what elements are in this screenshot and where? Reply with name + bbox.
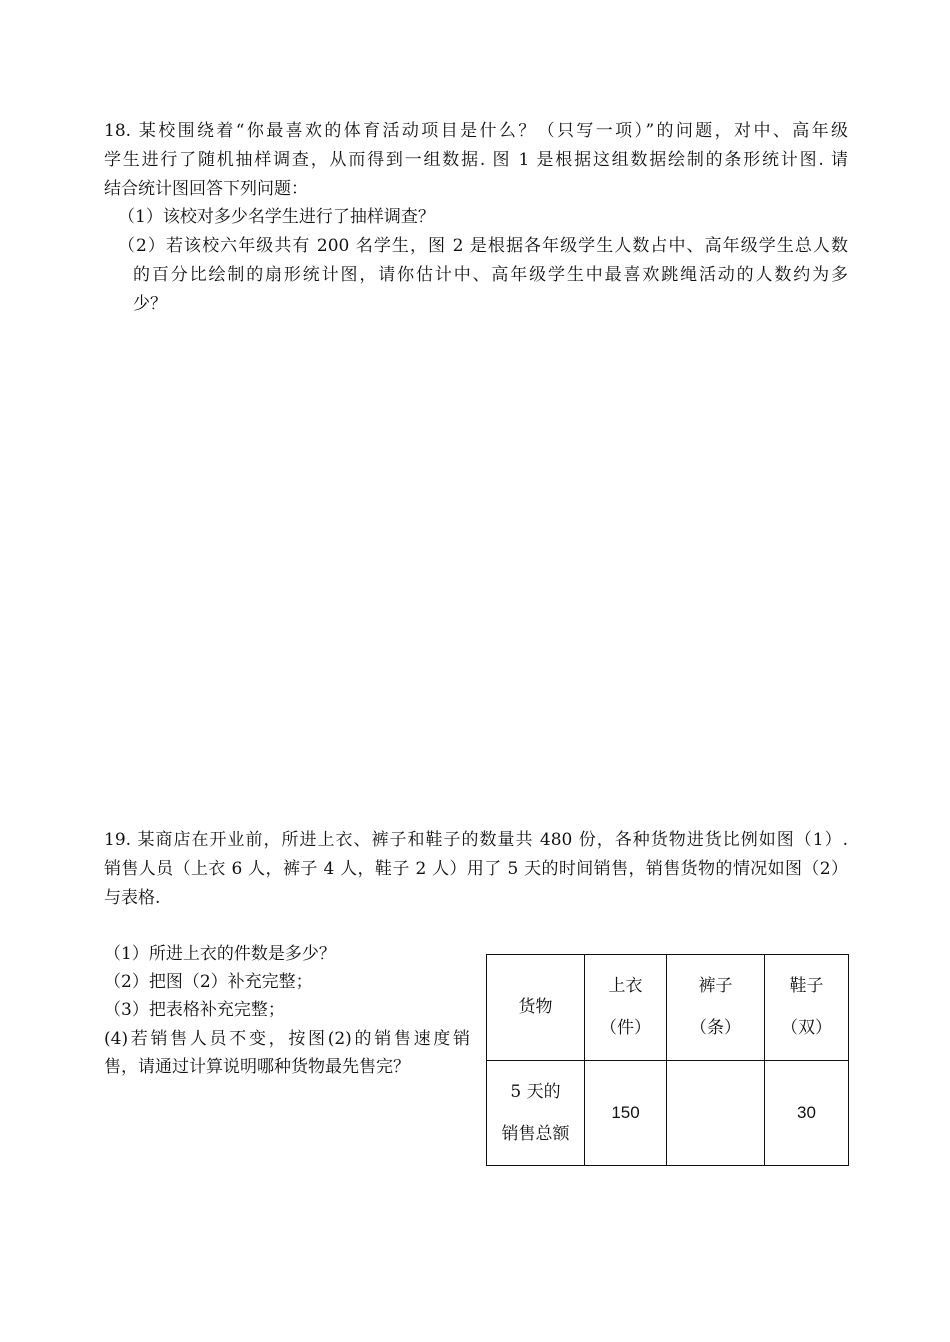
q19-line-1: 19. 某商店在开业前，所进上衣、裤子和鞋子的数量共 480 份，各种货物进货比例如图（1）. <box>104 830 848 850</box>
q19-sub-1: （1）所进上衣的件数是多少？ <box>104 944 336 964</box>
q19-sub-3: （3）把表格补充完整； <box>104 1000 285 1020</box>
header-pants-unit: （条） <box>690 1018 741 1039</box>
header-shirt-unit: （件） <box>600 1018 651 1039</box>
q18-sub-2-line-3: 少？ <box>133 294 167 314</box>
q18-line-3: 结合统计图回答下列问题： <box>104 179 308 199</box>
q18-line-1: 18. 某校围绕着“你最喜欢的体育活动项目是什么？（只写一项）”的问题，对中、高年级 <box>104 121 848 141</box>
header-pants <box>667 955 765 1061</box>
cell-pants-total <box>667 1060 765 1166</box>
q18-sub-1: （1）该校对多少名学生进行了抽样调查？ <box>118 207 435 227</box>
q19-line-3: 与表格. <box>104 888 161 908</box>
q18-line-2: 学生进行了随机抽样调查，从而得到一组数据. 图 1 是根据这组数据绘制的条形统计图. 请 <box>104 150 848 170</box>
cell-shirt-total: 150 <box>585 1060 667 1166</box>
q19-sub-4: (4)若销售人员不变，按图(2)的销售速度销 <box>104 1029 470 1049</box>
table-header-row <box>487 955 849 1061</box>
table-data-row <box>487 1060 849 1166</box>
q18-sub-2-line-1: （2）若该校六年级共有 200 名学生，图 2 是根据各年级学生人数占中、高年级学生总人数 <box>118 236 848 256</box>
header-shoes-unit: （双） <box>781 1018 832 1039</box>
q19-sub-2: （2）把图（2）补充完整； <box>104 972 313 992</box>
sales-table <box>486 954 849 1166</box>
header-pants-name: 裤子 <box>698 976 733 997</box>
header-goods: 货物 <box>487 955 585 1061</box>
row-label-line-1: 5 天的 <box>510 1081 561 1102</box>
cell-shoes-total: 30 <box>765 1060 849 1166</box>
row-label-line-2: 销售总额 <box>501 1123 570 1144</box>
row-label <box>487 1060 585 1166</box>
header-shoes <box>765 955 849 1061</box>
header-shoes-name: 鞋子 <box>789 976 824 997</box>
q18-sub-2-line-2: 的百分比绘制的扇形统计图，请你估计中、高年级学生中最喜欢跳绳活动的人数约为多 <box>133 265 848 285</box>
header-shirt <box>585 955 667 1061</box>
q19-line-2: 销售人员（上衣 6 人，裤子 4 人，鞋子 2 人）用了 5 天的时间销售，销售货物的情况如图（2） <box>104 859 848 879</box>
header-shirt-name: 上衣 <box>608 976 643 997</box>
q19-sub-5: 售，请通过计算说明哪种货物最先售完？ <box>104 1057 410 1077</box>
